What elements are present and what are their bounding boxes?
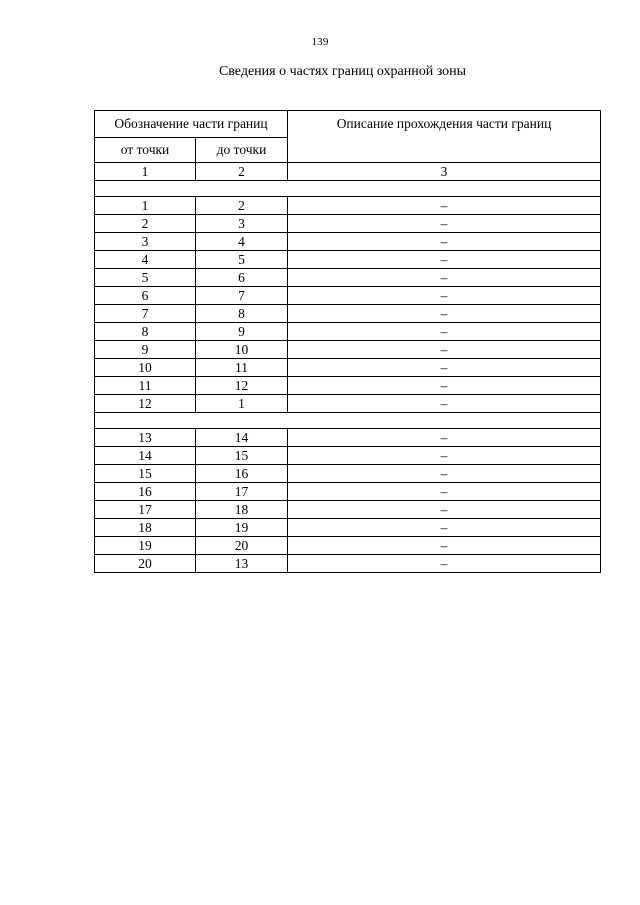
from-point-cell: 15 bbox=[95, 465, 196, 483]
table-row bbox=[95, 465, 601, 483]
description-cell: – bbox=[288, 359, 601, 377]
table-row bbox=[95, 197, 601, 215]
description-cell: – bbox=[288, 429, 601, 447]
table-body bbox=[95, 111, 601, 573]
to-point-cell: 1 bbox=[196, 395, 288, 413]
table-row bbox=[95, 305, 601, 323]
from-point-cell: 6 bbox=[95, 287, 196, 305]
table-row bbox=[95, 447, 601, 465]
to-point-cell: 8 bbox=[196, 305, 288, 323]
to-point-cell: 14 bbox=[196, 429, 288, 447]
to-point-cell: 2 bbox=[196, 197, 288, 215]
table-row bbox=[95, 287, 601, 305]
section-separator-row bbox=[95, 413, 601, 429]
section-separator-cell bbox=[95, 413, 601, 429]
table-row bbox=[95, 537, 601, 555]
column-number-row bbox=[95, 163, 601, 181]
to-point-cell: 5 bbox=[196, 251, 288, 269]
description-cell: – bbox=[288, 395, 601, 413]
to-point-cell: 7 bbox=[196, 287, 288, 305]
description-cell: – bbox=[288, 287, 601, 305]
from-point-cell: 5 bbox=[95, 269, 196, 287]
from-point-cell: 19 bbox=[95, 537, 196, 555]
document-title: Сведения о частях границ охранной зоны bbox=[218, 64, 467, 79]
table-row bbox=[95, 429, 601, 447]
description-cell: – bbox=[288, 233, 601, 251]
from-point-cell: 3 bbox=[95, 233, 196, 251]
description-cell: – bbox=[288, 197, 601, 215]
table-row bbox=[95, 251, 601, 269]
from-point-cell: 17 bbox=[95, 501, 196, 519]
to-point-cell: 13 bbox=[196, 555, 288, 573]
to-point-cell: 18 bbox=[196, 501, 288, 519]
table-row bbox=[95, 519, 601, 537]
table-row bbox=[95, 395, 601, 413]
description-cell: – bbox=[288, 501, 601, 519]
to-point-cell: 17 bbox=[196, 483, 288, 501]
description-cell: – bbox=[288, 447, 601, 465]
description-cell: – bbox=[288, 377, 601, 395]
description-cell: – bbox=[288, 251, 601, 269]
to-point-cell: 9 bbox=[196, 323, 288, 341]
table-row bbox=[95, 501, 601, 519]
description-cell: – bbox=[288, 269, 601, 287]
page-number: 139 bbox=[311, 36, 329, 48]
header-row bbox=[95, 111, 601, 138]
description-cell: – bbox=[288, 555, 601, 573]
table-row bbox=[95, 377, 601, 395]
to-point-cell: 11 bbox=[196, 359, 288, 377]
column-number: 1 bbox=[95, 163, 196, 181]
column-number: 2 bbox=[196, 163, 288, 181]
from-point-cell: 8 bbox=[95, 323, 196, 341]
table-row bbox=[95, 555, 601, 573]
description-cell: – bbox=[288, 323, 601, 341]
description-cell: – bbox=[288, 215, 601, 233]
description-cell: – bbox=[288, 519, 601, 537]
from-point-cell: 7 bbox=[95, 305, 196, 323]
from-point-cell: 12 bbox=[95, 395, 196, 413]
description-cell: – bbox=[288, 483, 601, 501]
from-point-cell: 18 bbox=[95, 519, 196, 537]
from-point-header: от точки bbox=[95, 138, 196, 163]
section-separator-cell bbox=[95, 181, 601, 197]
designation-header: Обозначение части границ bbox=[95, 111, 288, 138]
description-cell: – bbox=[288, 341, 601, 359]
from-point-cell: 13 bbox=[95, 429, 196, 447]
table-row bbox=[95, 269, 601, 287]
table-row bbox=[95, 483, 601, 501]
from-point-cell: 20 bbox=[95, 555, 196, 573]
description-cell: – bbox=[288, 305, 601, 323]
to-point-cell: 19 bbox=[196, 519, 288, 537]
table-row bbox=[95, 215, 601, 233]
from-point-cell: 14 bbox=[95, 447, 196, 465]
table-row bbox=[95, 233, 601, 251]
table-row bbox=[95, 341, 601, 359]
from-point-cell: 1 bbox=[95, 197, 196, 215]
from-point-cell: 16 bbox=[95, 483, 196, 501]
description-cell: – bbox=[288, 465, 601, 483]
to-point-cell: 3 bbox=[196, 215, 288, 233]
from-point-cell: 9 bbox=[95, 341, 196, 359]
section-separator-row bbox=[95, 181, 601, 197]
to-point-cell: 12 bbox=[196, 377, 288, 395]
table-row bbox=[95, 359, 601, 377]
to-point-cell: 10 bbox=[196, 341, 288, 359]
to-point-header: до точки bbox=[196, 138, 288, 163]
to-point-cell: 15 bbox=[196, 447, 288, 465]
boundary-parts-table bbox=[94, 110, 601, 573]
to-point-cell: 6 bbox=[196, 269, 288, 287]
table-row bbox=[95, 323, 601, 341]
from-point-cell: 10 bbox=[95, 359, 196, 377]
to-point-cell: 20 bbox=[196, 537, 288, 555]
from-point-cell: 2 bbox=[95, 215, 196, 233]
to-point-cell: 16 bbox=[196, 465, 288, 483]
description-cell: – bbox=[288, 537, 601, 555]
from-point-cell: 11 bbox=[95, 377, 196, 395]
column-number: 3 bbox=[288, 163, 601, 181]
from-point-cell: 4 bbox=[95, 251, 196, 269]
description-header: Описание прохождения части границ bbox=[288, 111, 601, 163]
to-point-cell: 4 bbox=[196, 233, 288, 251]
